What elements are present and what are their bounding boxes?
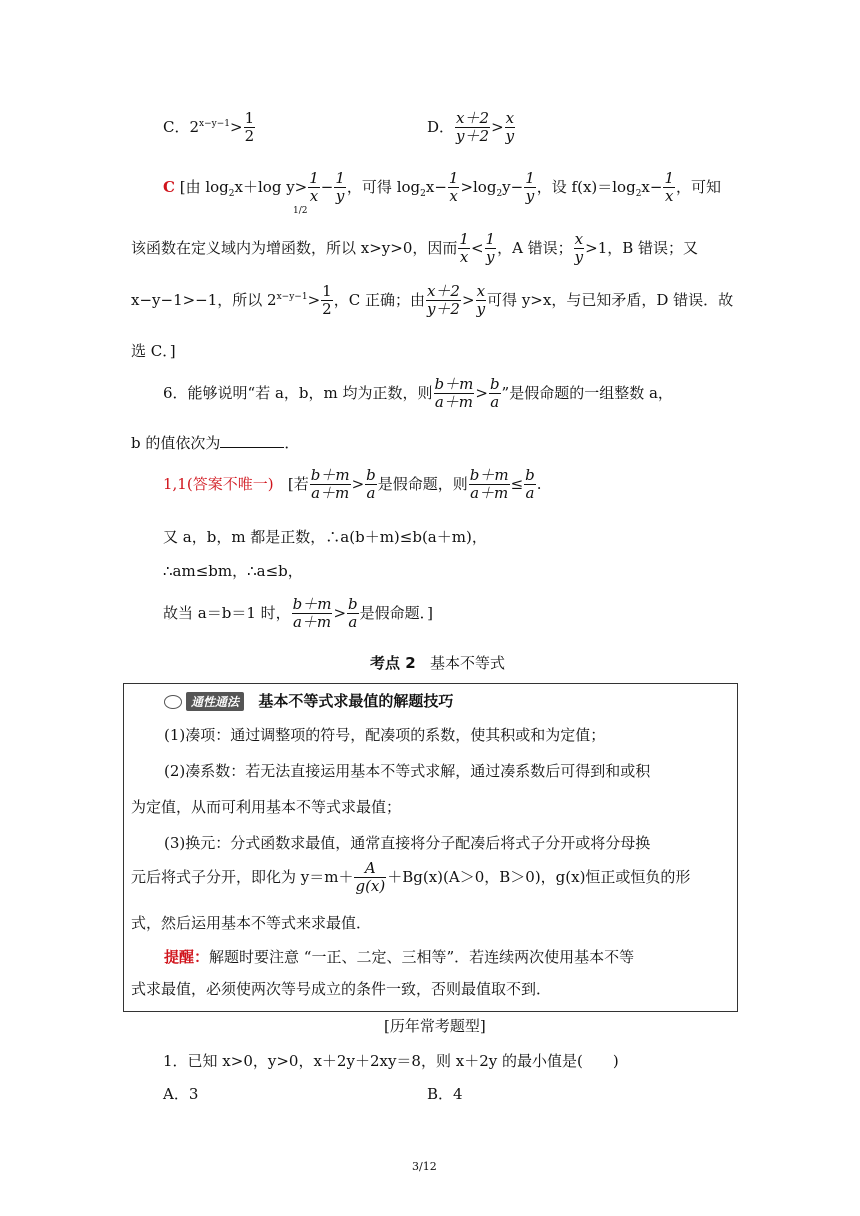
box-heading: 基本不等式求最值的解题技巧 [258, 692, 454, 710]
method-badge: 通性通法 [186, 692, 244, 711]
question1-option-a: A．3 [163, 1085, 199, 1103]
answer-blank[interactable] [220, 433, 284, 448]
question6-line2: b 的值依次为 ． [131, 434, 300, 452]
answer6-line1: 1,1(答案不唯一) [若 $\frac{b+m}{a+m}$ > $\frac{b}{a}$ 是假命题，则 $\frac{b+m}{a+m}$ ≤ $\frac{b}{a}$ . [163, 466, 542, 503]
box-tip-b: 式求最值，必须使两次等号成立的条件一致，否则最值取不到． [131, 980, 552, 998]
box-p3b: 元后将式子分开，即化为 y＝m＋ $\frac{A}{g(x)}$ ＋Bg(x)(A＞0，B＞0)，g(x)恒正或恒负的形 [131, 859, 691, 896]
page-number: 3/12 [412, 1160, 437, 1173]
log-base-half: 1/2 [293, 206, 308, 216]
subheading: [历年常考题型] [384, 1017, 486, 1035]
box-p2a: (2)凑系数：若无法直接运用基本不等式求解，通过凑系数后可得到和或积 [164, 762, 651, 780]
box-p3c: 式，然后运用基本不等式来求最值． [131, 914, 372, 932]
option-d: D． $\frac{x+2}{y+2}$ > $\frac{x}{y}$ [427, 109, 515, 146]
section-title: 考点 2 基本不等式 [370, 654, 505, 672]
option-c: C．$2^{x-y-1}>$ $\frac{1}{2}$ [163, 109, 255, 146]
gear-icon [164, 695, 182, 709]
answer6-line3: ∴am≤bm，∴a≤b， [163, 562, 303, 580]
question6-line1: 6．能够说明“若 a，b，m 均为正数，则 $\frac{b+m}{a+m}$ > $\frac{b}{a}$ ”是假命题的一组整数 a， [163, 375, 673, 412]
tips-box [123, 683, 738, 1012]
box-p2b: 为定值，从而可利用基本不等式求最值； [131, 798, 402, 816]
answer5-line3: x−y−1>−1，所以 $2^{x-y-1}>$ $\frac{1}{2}$ ，C 正确；由 $\frac{x+2}{y+2}$ > $\frac{x}{y}$ 可得 y>x，与已知矛盾，D 错误．故 [131, 282, 734, 319]
answer6-line2: 又 a，b，m 都是正数，∴a(b＋m)≤b(a＋m)， [163, 528, 487, 546]
answer5-line1: C [由 $\log_2x+\log$ y> $\frac{1}{x}$ − $\frac{1}{y}$ ，可得 $\log_2x-$ $\frac{1}{x}$ $>\log_2y-$ $\frac{1}{y}$ ，设 $f(x)=\log_2x-$ $\frac{1}{x}$ ，可知 [163, 169, 722, 206]
answer6-line4: 故当 a＝b＝1 时， $\frac{b+m}{a+m}$ > $\frac{b}{a}$ 是假命题．] [163, 595, 434, 632]
box-p3a: (3)换元：分式函数求最值，通常直接将分子配凑后将式子分开或将分母换 [164, 834, 651, 852]
box-p1: (1)凑项：通过调整项的符号，配凑项的系数，使其积或和为定值； [164, 726, 606, 744]
answer5-line2: 该函数在定义域内为增函数，所以 x>y>0，因而 $\frac{1}{x}$ < $\frac{1}{y}$ ，A 错误； $\frac{x}{y}$ >1，B 错误；又 [131, 230, 699, 267]
box-tip-a: 提醒：解题时要注意 “一正、二定、三相等”．若连续两次使用基本不等 [164, 948, 635, 966]
box-heading-row [164, 690, 453, 711]
question1-stem: 1．已知 x>0，y>0，x＋2y＋2xy＝8，则 x＋2y 的最小值是( ) [163, 1052, 619, 1070]
answer5-line4: 选 C．] [131, 342, 176, 360]
question1-option-b: B．4 [427, 1085, 463, 1103]
